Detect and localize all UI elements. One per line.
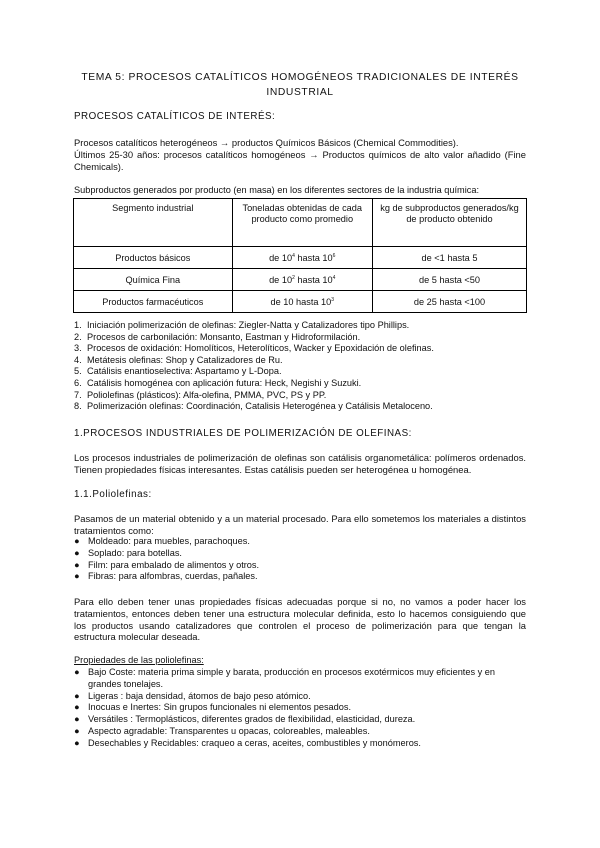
list-item: ● Moldeado: para muebles, parachoques. [74,536,250,546]
table-cell-ratio: de <1 hasta 5 [372,247,526,269]
intro-line-1: Procesos catalíticos heterogéneos → productos Químicos Básicos (Chemical Commodities). [74,137,459,148]
bullet-icon: ● [74,667,80,677]
table-cell-tons: de $10^2$ hasta $10^4$ [232,269,372,291]
list-item: ● Film: para embalado de alimentos y otros. [74,559,260,570]
table-cell-ratio: de 25 hasta <100 [372,291,526,313]
list-item: 6. Catálisis homogénea con aplicación futura: Heck, Negishi y Suzuki. [74,377,362,388]
table-header-row [74,199,527,247]
table-header-ratio: kg de subproductos generados/kg de producto obtenido [372,199,526,247]
bullet-icon: ● [74,536,80,546]
intro-paragraph [74,137,526,172]
bullet-icon: ● [74,714,80,725]
list-item: 8. Polimerización olefinas: Coordinación, Catalisis Heterogénea y Catálisis Metaloceno. [74,401,433,412]
table-cell-segment: Productos básicos [74,247,233,269]
table-cell-segment: Productos farmacéuticos [74,291,233,313]
section-1-text: Los procesos industriales de polimerización de olefinas son catálisis organometálica: polímeros ordenados. Tienen propiedades físicas interesantes. Estas catálisis pueden ser heterogénea u homogénea. [74,452,526,475]
byproducts-table [73,198,527,313]
list-item: ● Versátiles : Termoplásticos, diferentes grados de flexibilidad, elasticidad, dureza. [74,714,416,725]
table-cell-tons: de 10 hasta $10^3$ [232,291,372,313]
bullet-icon: ● [74,559,80,570]
properties-heading: Propiedades de las poliolefinas: [74,655,204,665]
table-row [74,291,527,313]
list-item: ● Inocuas e Inertes: Sin grupos funcionales ni elementos pesados. [74,702,352,713]
bullet-icon: ● [74,690,80,701]
list-item: 2. Procesos de carbonilación: Monsanto, Eastman y Hidroformilación. [74,331,361,342]
subsection-text: Pasamos de un material obtenido y a un material procesado. Para ello sometemos los materiales a distintos tratamientos como: [74,513,526,536]
list-item: ● Aspecto agradable: Transparentes u opacas, coloreables, maleables. [74,725,370,736]
table-row [74,269,527,291]
table-row [74,247,527,269]
list-item: ● Fibras: para alfombras, cuerdas, pañales. [74,571,258,582]
table-cell-segment: Química Fina [74,269,233,291]
intro-line-2: Últimos 25-30 años: procesos catalíticos homogéneos → Productos químicos de alto valor añadido (Fine Chemicals). [74,148,526,172]
list-item: 5. Catálisis enantioselectiva: Aspartamo y L-Dopa. [74,366,282,377]
list-item: 7. Poliolefinas (plásticos): Alfa-olefina, PMMA, PVC, PS y PP. [74,389,327,400]
table-caption: Subproductos generados por producto (en masa) en los diferentes sectores de la industria química: [74,185,479,195]
document-title [60,70,540,100]
table-cell-ratio: de 5 hasta <50 [372,269,526,291]
bullet-icon: ● [74,725,80,736]
properties-paragraph: Para ello deben tener unas propiedades físicas adecuadas porque si no, no vamos a poder hacer los tratamientos, entonces deben tener una estructura molecular definida, esto lo hacemos consiguiendo que los productos usando catalizadores que controlen el proceso de polimerización para que tengan la estructura molecular deseada. [74,596,526,643]
table-cell-tons: de $10^4$ hasta $10^6$ [232,247,372,269]
title-line-1: TEMA 5: PROCESOS CATALÍTICOS HOMOGÉNEOS TRADICIONALES DE INTERÉS [81,72,519,83]
list-item: ● Ligeras : baja densidad, átomos de bajo peso atómico. [74,690,311,701]
properties-list [74,667,526,750]
table-header-tons: Toneladas obtenidas de cada producto como promedio [232,199,372,247]
list-item: 3. Procesos de oxidación: Homolíticos, Heterolíticos, Wacker y Epoxidación de olefinas. [74,343,434,354]
bullet-icon: ● [74,547,80,558]
bullet-icon: ● [74,571,80,582]
bullet-icon: ● [74,702,80,713]
treatments-list [74,536,526,583]
table-header-segment: Segmento industrial [74,199,233,247]
process-list [74,320,434,413]
list-item: 4. Metátesis olefinas: Shop y Catalizadores de Ru. [74,354,283,365]
list-item: ● Bajo Coste: materia prima simple y barata, producción en procesos exotérmicos muy eficientes y en grandes tonelajes. [74,667,495,689]
bullet-icon: ● [74,737,80,748]
list-item: ● Soplado: para botellas. [74,547,182,558]
title-line-2: INDUSTRIAL [266,87,334,98]
intro-heading: PROCESOS CATALÍTICOS DE INTERÉS: [74,111,276,122]
list-item: ● Desechables y Recidables: craqueo a ceras, aceites, combustibles y monómeros. [74,737,421,748]
list-item: 1. Iniciación polimerización de olefinas: Ziegler-Natta y Catalizadores tipo Phillips. [74,320,410,330]
subsection-heading: 1.1.Poliolefinas: [74,489,152,500]
section-1-heading: 1.PROCESOS INDUSTRIALES DE POLIMERIZACIÓN DE OLEFINAS: [74,428,412,439]
